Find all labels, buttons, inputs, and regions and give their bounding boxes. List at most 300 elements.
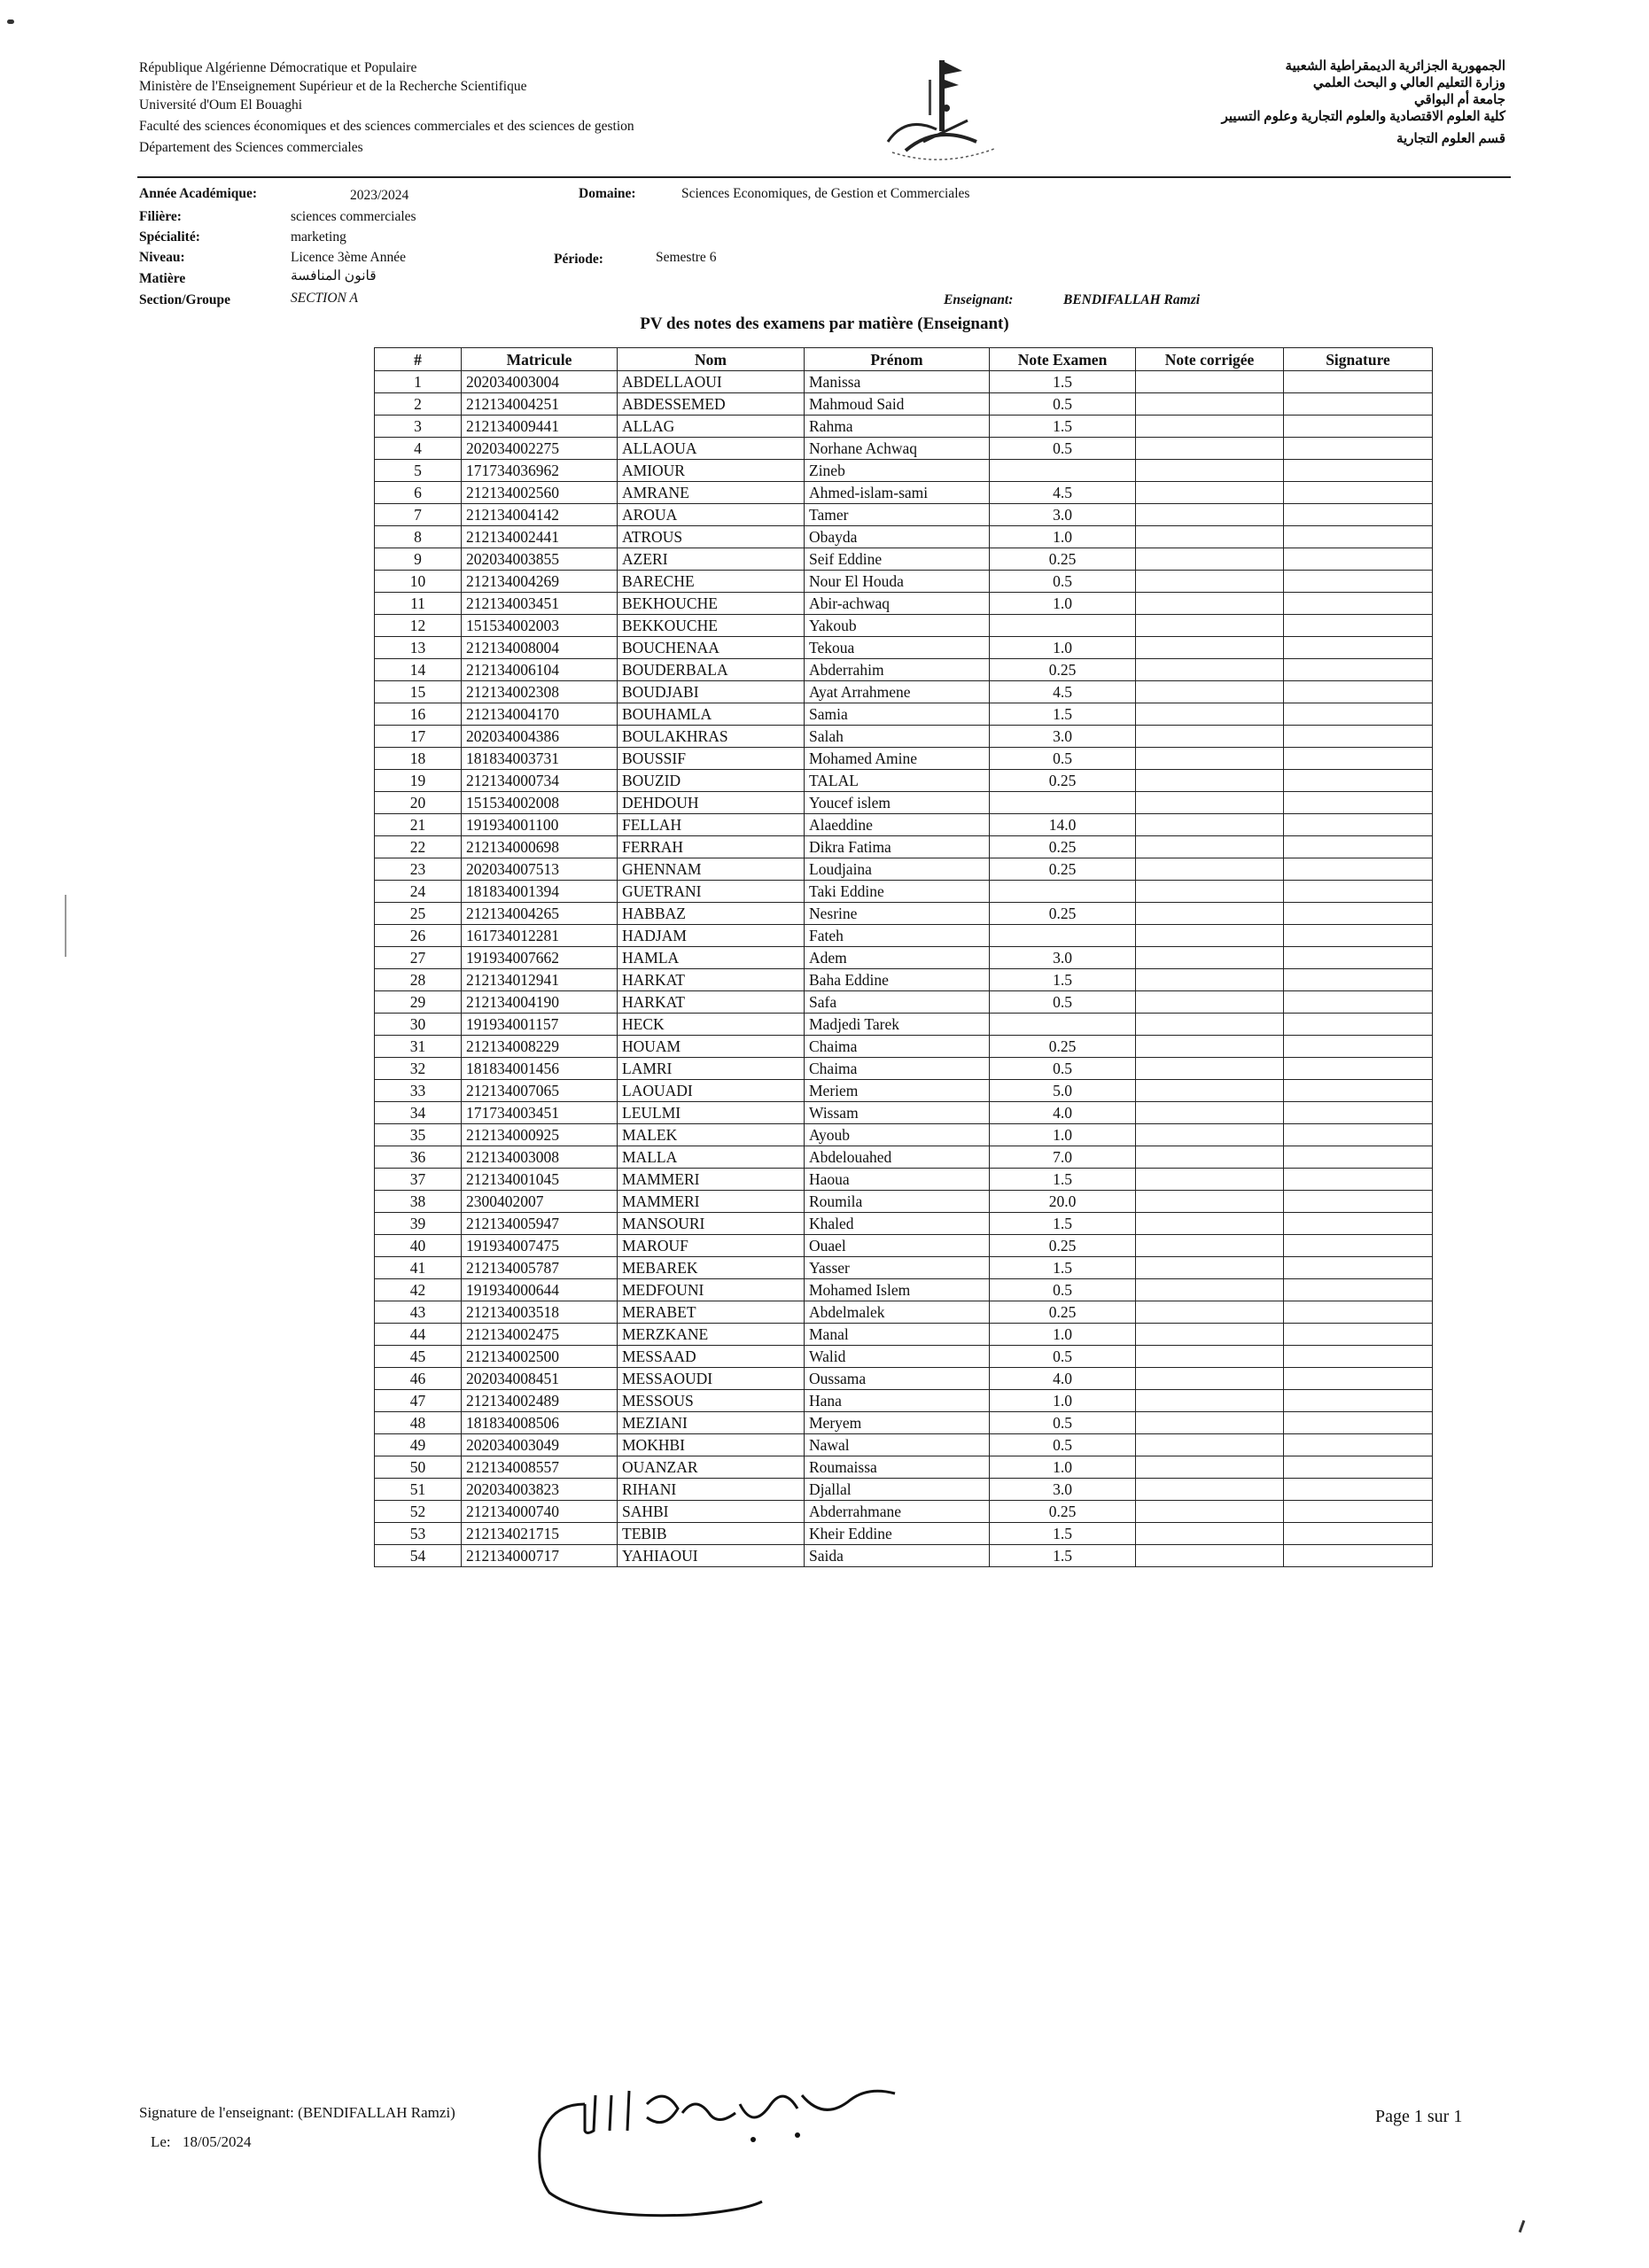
cell-nom: BOULAKHRAS — [618, 726, 805, 748]
cell-matricule: 212134000740 — [462, 1501, 618, 1523]
cell-note-examen: 0.25 — [990, 1036, 1136, 1058]
cell-note-examen: 0.5 — [990, 438, 1136, 460]
institution-header-ar — [1222, 58, 1505, 148]
cell-signature — [1284, 393, 1433, 416]
cell-note-examen: 0.5 — [990, 1279, 1136, 1301]
cell-note-corrigee — [1136, 1191, 1284, 1213]
cell-number: 22 — [375, 836, 462, 858]
cell-signature — [1284, 814, 1433, 836]
cell-note-corrigee — [1136, 1545, 1284, 1567]
cell-note-corrigee — [1136, 681, 1284, 703]
cell-prenom: Abir-achwaq — [805, 593, 990, 615]
table-row — [375, 1434, 1433, 1456]
cell-note-examen: 5.0 — [990, 1080, 1136, 1102]
cell-prenom: Haoua — [805, 1169, 990, 1191]
cell-note-examen: 0.25 — [990, 1301, 1136, 1324]
cell-number: 39 — [375, 1213, 462, 1235]
table-row — [375, 615, 1433, 637]
domaine-value: Sciences Economiques, de Gestion et Commerciales — [681, 186, 970, 201]
cell-note-corrigee — [1136, 726, 1284, 748]
cell-note-corrigee — [1136, 637, 1284, 659]
header-line-ar: كلية العلوم الاقتصادية والعلوم التجارية وعلوم التسيير — [1221, 110, 1505, 124]
cell-number: 33 — [375, 1080, 462, 1102]
cell-nom: GUETRANI — [618, 881, 805, 903]
table-row — [375, 1368, 1433, 1390]
cell-matricule: 212134002500 — [462, 1346, 618, 1368]
cell-nom: HADJAM — [618, 925, 805, 947]
cell-prenom: Nesrine — [805, 903, 990, 925]
cell-number: 9 — [375, 548, 462, 571]
cell-note-corrigee — [1136, 1434, 1284, 1456]
cell-signature — [1284, 1456, 1433, 1479]
cell-note-corrigee — [1136, 1279, 1284, 1301]
table-row — [375, 1191, 1433, 1213]
cell-note-examen: 0.5 — [990, 1434, 1136, 1456]
cell-number: 30 — [375, 1014, 462, 1036]
cell-number: 41 — [375, 1257, 462, 1279]
cell-note-examen — [990, 792, 1136, 814]
cell-note-examen: 1.5 — [990, 416, 1136, 438]
cell-signature — [1284, 1279, 1433, 1301]
cell-signature — [1284, 482, 1433, 504]
cell-note-corrigee — [1136, 659, 1284, 681]
cell-nom: MERABET — [618, 1301, 805, 1324]
cell-nom: MESSAOUDI — [618, 1368, 805, 1390]
cell-prenom: Safa — [805, 991, 990, 1014]
table-row — [375, 1036, 1433, 1058]
table-row — [375, 460, 1433, 482]
cell-number: 51 — [375, 1479, 462, 1501]
cell-note-examen: 1.5 — [990, 371, 1136, 393]
cell-signature — [1284, 1058, 1433, 1080]
cell-note-corrigee — [1136, 1169, 1284, 1191]
cell-matricule: 212134000925 — [462, 1124, 618, 1146]
table-row — [375, 1501, 1433, 1523]
cell-note-corrigee — [1136, 1368, 1284, 1390]
cell-number: 48 — [375, 1412, 462, 1434]
cell-note-examen: 0.25 — [990, 770, 1136, 792]
cell-prenom: Mohamed Islem — [805, 1279, 990, 1301]
cell-number: 16 — [375, 703, 462, 726]
cell-prenom: Abderrahmane — [805, 1501, 990, 1523]
cell-note-examen: 0.25 — [990, 659, 1136, 681]
table-row — [375, 681, 1433, 703]
cell-prenom: Baha Eddine — [805, 969, 990, 991]
cell-note-examen: 1.0 — [990, 1124, 1136, 1146]
cell-note-corrigee — [1136, 526, 1284, 548]
matiere-label: Matière — [139, 271, 186, 286]
cell-note-examen: 1.0 — [990, 526, 1136, 548]
cell-note-examen: 3.0 — [990, 1479, 1136, 1501]
cell-note-corrigee — [1136, 615, 1284, 637]
cell-matricule: 191934001100 — [462, 814, 618, 836]
cell-signature — [1284, 1346, 1433, 1368]
header-line-ar: جامعة أم البواقي — [1414, 93, 1505, 107]
table-row — [375, 393, 1433, 416]
cell-note-examen: 1.5 — [990, 1545, 1136, 1567]
cell-nom: AMIOUR — [618, 460, 805, 482]
niveau-label: Niveau: — [139, 250, 185, 265]
cell-signature — [1284, 1501, 1433, 1523]
table-row — [375, 1324, 1433, 1346]
cell-matricule: 212134002475 — [462, 1324, 618, 1346]
cell-nom: AZERI — [618, 548, 805, 571]
cell-signature — [1284, 1390, 1433, 1412]
cell-prenom: Walid — [805, 1346, 990, 1368]
cell-nom: MESSOUS — [618, 1390, 805, 1412]
cell-nom: HARKAT — [618, 969, 805, 991]
cell-prenom: Dikra Fatima — [805, 836, 990, 858]
cell-signature — [1284, 903, 1433, 925]
cell-nom: MEZIANI — [618, 1412, 805, 1434]
cell-note-corrigee — [1136, 438, 1284, 460]
cell-number: 12 — [375, 615, 462, 637]
table-row — [375, 903, 1433, 925]
document-title: PV des notes des examens par matière (Enseignant) — [640, 315, 1009, 333]
cell-number: 50 — [375, 1456, 462, 1479]
cell-matricule: 212134002489 — [462, 1390, 618, 1412]
cell-nom: ABDESSEMED — [618, 393, 805, 416]
cell-note-corrigee — [1136, 903, 1284, 925]
cell-number: 2 — [375, 393, 462, 416]
cell-note-corrigee — [1136, 1102, 1284, 1124]
header-line-ar: وزارة التعليم العالي و البحث العلمي — [1312, 76, 1505, 90]
niveau-value: Licence 3ème Année — [291, 250, 406, 265]
cell-note-corrigee — [1136, 1479, 1284, 1501]
cell-prenom: Samia — [805, 703, 990, 726]
table-row — [375, 504, 1433, 526]
cell-number: 23 — [375, 858, 462, 881]
cell-prenom: Ayoub — [805, 1124, 990, 1146]
table-row — [375, 1479, 1433, 1501]
cell-nom: FERRAH — [618, 836, 805, 858]
cell-signature — [1284, 438, 1433, 460]
table-row — [375, 438, 1433, 460]
cell-nom: BOUHAMLA — [618, 703, 805, 726]
table-row — [375, 659, 1433, 681]
cell-nom: BOUCHENAA — [618, 637, 805, 659]
cell-note-corrigee — [1136, 1213, 1284, 1235]
cell-signature — [1284, 548, 1433, 571]
cell-nom: SAHBI — [618, 1501, 805, 1523]
cell-note-examen: 1.5 — [990, 1523, 1136, 1545]
cell-prenom: Madjedi Tarek — [805, 1014, 990, 1036]
cell-note-corrigee — [1136, 814, 1284, 836]
cell-signature — [1284, 1014, 1433, 1036]
col-header-note-examen: Note Examen — [990, 348, 1136, 371]
cell-signature — [1284, 858, 1433, 881]
cell-note-examen: 0.25 — [990, 548, 1136, 571]
cell-note-examen: 0.5 — [990, 1346, 1136, 1368]
cell-number: 53 — [375, 1523, 462, 1545]
cell-prenom: Rahma — [805, 416, 990, 438]
cell-signature — [1284, 1235, 1433, 1257]
cell-signature — [1284, 1080, 1433, 1102]
cell-note-corrigee — [1136, 881, 1284, 903]
cell-prenom: Alaeddine — [805, 814, 990, 836]
cell-note-corrigee — [1136, 1346, 1284, 1368]
cell-note-corrigee — [1136, 1235, 1284, 1257]
cell-matricule: 212134003451 — [462, 593, 618, 615]
cell-nom: MESSAAD — [618, 1346, 805, 1368]
cell-note-examen: 1.0 — [990, 1456, 1136, 1479]
cell-number: 46 — [375, 1368, 462, 1390]
table-row — [375, 836, 1433, 858]
cell-prenom: Taki Eddine — [805, 881, 990, 903]
cell-matricule: 212134008004 — [462, 637, 618, 659]
cell-signature — [1284, 371, 1433, 393]
cell-number: 54 — [375, 1545, 462, 1567]
cell-matricule: 212134003518 — [462, 1301, 618, 1324]
cell-prenom: Roumaissa — [805, 1456, 990, 1479]
cell-prenom: Chaima — [805, 1036, 990, 1058]
cell-number: 47 — [375, 1390, 462, 1412]
cell-prenom: Tekoua — [805, 637, 990, 659]
col-header-matricule: Matricule — [462, 348, 618, 371]
cell-note-corrigee — [1136, 770, 1284, 792]
table-row — [375, 881, 1433, 903]
annee-value: 2023/2024 — [350, 188, 409, 203]
cell-note-examen — [990, 1014, 1136, 1036]
filiere-value: sciences commerciales — [291, 209, 416, 224]
header-line-ar: الجمهورية الجزائرية الديمقراطية الشعبية — [1285, 59, 1505, 74]
cell-matricule: 191934007475 — [462, 1235, 618, 1257]
cell-prenom: Abderrahim — [805, 659, 990, 681]
cell-note-examen: 0.5 — [990, 1058, 1136, 1080]
table-row — [375, 1102, 1433, 1124]
filiere-label: Filière: — [139, 209, 182, 224]
table-row — [375, 1346, 1433, 1368]
cell-note-corrigee — [1136, 1058, 1284, 1080]
cell-note-examen: 0.25 — [990, 1501, 1136, 1523]
cell-matricule: 212134009441 — [462, 416, 618, 438]
annee-label: Année Académique: — [139, 186, 258, 201]
cell-matricule: 212134012941 — [462, 969, 618, 991]
cell-signature — [1284, 504, 1433, 526]
cell-prenom: Mahmoud Said — [805, 393, 990, 416]
cell-prenom: Yakoub — [805, 615, 990, 637]
cell-matricule: 191934007662 — [462, 947, 618, 969]
cell-number: 6 — [375, 482, 462, 504]
cell-signature — [1284, 792, 1433, 814]
cell-number: 17 — [375, 726, 462, 748]
table-row — [375, 416, 1433, 438]
cell-note-examen: 1.0 — [990, 1390, 1136, 1412]
cell-nom: ATROUS — [618, 526, 805, 548]
cell-note-examen: 3.0 — [990, 504, 1136, 526]
cell-note-examen: 3.0 — [990, 726, 1136, 748]
cell-nom: DEHDOUH — [618, 792, 805, 814]
cell-number: 24 — [375, 881, 462, 903]
cell-number: 52 — [375, 1501, 462, 1523]
cell-number: 38 — [375, 1191, 462, 1213]
cell-matricule: 212134005787 — [462, 1257, 618, 1279]
cell-matricule: 212134004142 — [462, 504, 618, 526]
cell-number: 1 — [375, 371, 462, 393]
university-logo — [870, 53, 1003, 164]
cell-signature — [1284, 1545, 1433, 1567]
cell-nom: MAMMERI — [618, 1191, 805, 1213]
table-row — [375, 371, 1433, 393]
table-row — [375, 991, 1433, 1014]
table-row — [375, 1545, 1433, 1567]
cell-note-examen: 4.0 — [990, 1102, 1136, 1124]
cell-prenom: Meriem — [805, 1080, 990, 1102]
table-row — [375, 703, 1433, 726]
cell-note-examen: 4.0 — [990, 1368, 1136, 1390]
cell-note-corrigee — [1136, 1301, 1284, 1324]
cell-prenom: Roumila — [805, 1191, 990, 1213]
cell-note-corrigee — [1136, 460, 1284, 482]
cell-prenom: Mohamed Amine — [805, 748, 990, 770]
table-row — [375, 770, 1433, 792]
grades-table — [374, 347, 1433, 1567]
cell-note-examen: 1.0 — [990, 1324, 1136, 1346]
table-row — [375, 571, 1433, 593]
cell-number: 35 — [375, 1124, 462, 1146]
cell-matricule: 181834001456 — [462, 1058, 618, 1080]
cell-signature — [1284, 1434, 1433, 1456]
cell-note-examen: 0.25 — [990, 903, 1136, 925]
table-row — [375, 1080, 1433, 1102]
scan-mark — [1519, 2220, 1526, 2233]
cell-number: 37 — [375, 1169, 462, 1191]
header-line: République Algérienne Démocratique et Populaire — [139, 60, 417, 75]
cell-matricule: 171734003451 — [462, 1102, 618, 1124]
table-row — [375, 1058, 1433, 1080]
cell-prenom: Chaima — [805, 1058, 990, 1080]
cell-matricule: 212134000698 — [462, 836, 618, 858]
scan-mark — [65, 895, 66, 957]
cell-matricule: 212134000734 — [462, 770, 618, 792]
cell-note-corrigee — [1136, 1523, 1284, 1545]
cell-note-examen: 0.25 — [990, 1235, 1136, 1257]
cell-matricule: 212134004251 — [462, 393, 618, 416]
cell-number: 11 — [375, 593, 462, 615]
cell-prenom: Norhane Achwaq — [805, 438, 990, 460]
cell-matricule: 202034003823 — [462, 1479, 618, 1501]
cell-number: 40 — [375, 1235, 462, 1257]
enseignant-label: Enseignant: — [944, 292, 1014, 307]
cell-note-examen: 20.0 — [990, 1191, 1136, 1213]
cell-nom: BOUZID — [618, 770, 805, 792]
cell-number: 49 — [375, 1434, 462, 1456]
cell-signature — [1284, 1191, 1433, 1213]
table-row — [375, 593, 1433, 615]
enseignant-value: BENDIFALLAH Ramzi — [1063, 292, 1201, 307]
table-row — [375, 748, 1433, 770]
table-header-row — [375, 348, 1433, 371]
table-row — [375, 1235, 1433, 1257]
cell-signature — [1284, 615, 1433, 637]
cell-note-examen: 0.5 — [990, 571, 1136, 593]
cell-signature — [1284, 991, 1433, 1014]
cell-prenom: Manissa — [805, 371, 990, 393]
cell-number: 3 — [375, 416, 462, 438]
header-line: Ministère de l'Enseignement Supérieur et de la Recherche Scientifique — [139, 79, 527, 94]
col-header-nom: Nom — [618, 348, 805, 371]
table-row — [375, 1456, 1433, 1479]
cell-signature — [1284, 1412, 1433, 1434]
cell-matricule: 212134008557 — [462, 1456, 618, 1479]
cell-nom: AROUA — [618, 504, 805, 526]
cell-signature — [1284, 1257, 1433, 1279]
cell-matricule: 212134002441 — [462, 526, 618, 548]
cell-nom: HOUAM — [618, 1036, 805, 1058]
cell-matricule: 212134003008 — [462, 1146, 618, 1169]
cell-matricule: 191934000644 — [462, 1279, 618, 1301]
cell-number: 34 — [375, 1102, 462, 1124]
cell-nom: RIHANI — [618, 1479, 805, 1501]
cell-nom: HAMLA — [618, 947, 805, 969]
col-header-prenom: Prénom — [805, 348, 990, 371]
cell-note-corrigee — [1136, 836, 1284, 858]
cell-note-corrigee — [1136, 593, 1284, 615]
cell-signature — [1284, 1368, 1433, 1390]
cell-signature — [1284, 1102, 1433, 1124]
cell-prenom: Ouael — [805, 1235, 990, 1257]
cell-prenom: Ahmed-islam-sami — [805, 482, 990, 504]
cell-nom: MEDFOUNI — [618, 1279, 805, 1301]
cell-note-examen: 1.5 — [990, 1213, 1136, 1235]
cell-note-examen — [990, 615, 1136, 637]
cell-signature — [1284, 1479, 1433, 1501]
cell-note-examen: 0.5 — [990, 1412, 1136, 1434]
cell-matricule: 202034003855 — [462, 548, 618, 571]
cell-nom: BEKKOUCHE — [618, 615, 805, 637]
cell-matricule: 212134007065 — [462, 1080, 618, 1102]
cell-prenom: Youcef islem — [805, 792, 990, 814]
table-row — [375, 1146, 1433, 1169]
cell-nom: HARKAT — [618, 991, 805, 1014]
cell-note-corrigee — [1136, 991, 1284, 1014]
cell-number: 26 — [375, 925, 462, 947]
cell-matricule: 202034004386 — [462, 726, 618, 748]
cell-number: 20 — [375, 792, 462, 814]
cell-number: 4 — [375, 438, 462, 460]
cell-prenom: Fateh — [805, 925, 990, 947]
cell-nom: HECK — [618, 1014, 805, 1036]
cell-prenom: Salah — [805, 726, 990, 748]
cell-note-corrigee — [1136, 858, 1284, 881]
cell-matricule: 202034008451 — [462, 1368, 618, 1390]
cell-matricule: 212134004170 — [462, 703, 618, 726]
cell-note-examen: 1.5 — [990, 969, 1136, 991]
header-line: Département des Sciences commerciales — [139, 140, 363, 155]
section-value: SECTION A — [291, 291, 358, 306]
cell-signature — [1284, 571, 1433, 593]
cell-nom: TEBIB — [618, 1523, 805, 1545]
table-row — [375, 526, 1433, 548]
cell-number: 43 — [375, 1301, 462, 1324]
cell-nom: BOUDERBALA — [618, 659, 805, 681]
cell-signature — [1284, 947, 1433, 969]
cell-matricule: 212134006104 — [462, 659, 618, 681]
cell-nom: ALLAOUA — [618, 438, 805, 460]
cell-matricule: 212134004269 — [462, 571, 618, 593]
cell-note-examen: 7.0 — [990, 1146, 1136, 1169]
cell-note-corrigee — [1136, 416, 1284, 438]
cell-number: 29 — [375, 991, 462, 1014]
cell-note-examen: 0.5 — [990, 748, 1136, 770]
cell-nom: BEKHOUCHE — [618, 593, 805, 615]
cell-nom: ABDELLAOUI — [618, 371, 805, 393]
cell-signature — [1284, 1169, 1433, 1191]
cell-matricule: 151534002008 — [462, 792, 618, 814]
periode-label: Période: — [554, 252, 603, 267]
cell-matricule: 212134001045 — [462, 1169, 618, 1191]
table-row — [375, 969, 1433, 991]
